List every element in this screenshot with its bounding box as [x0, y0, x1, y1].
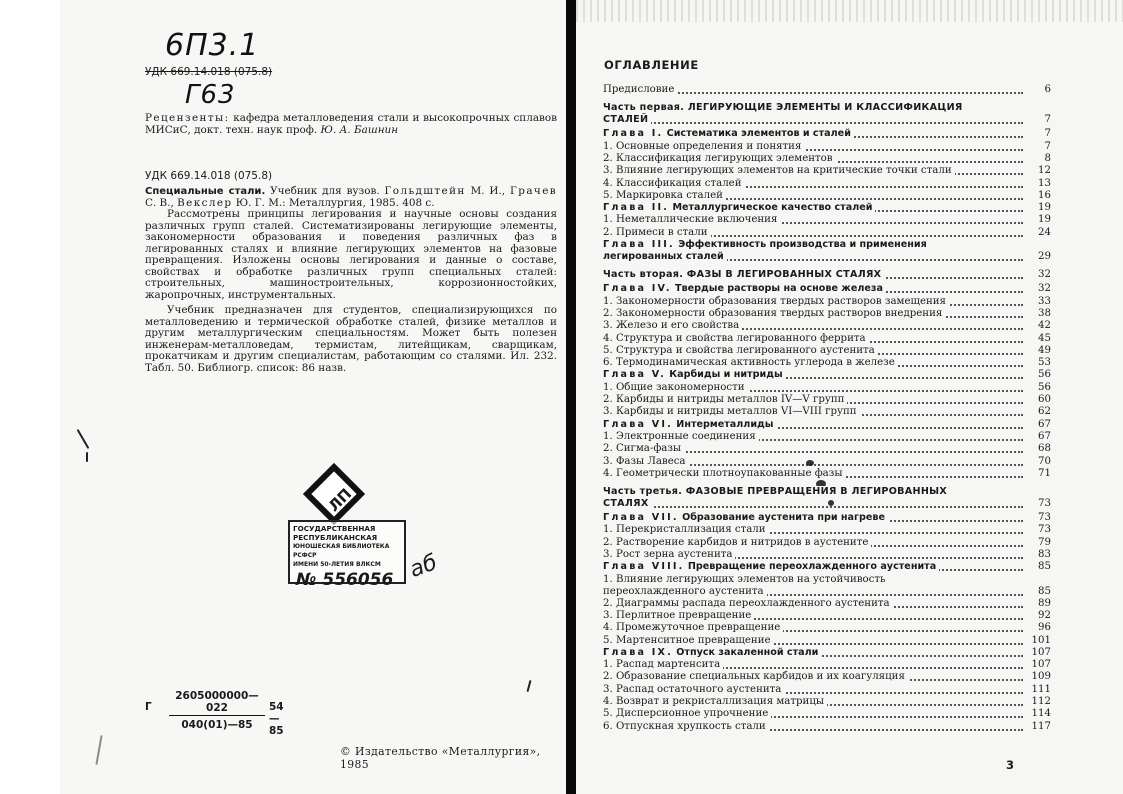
- toc-item: [603, 153, 1051, 165]
- toc-label-text: 2. Растворение карбидов и нитридов в аустените: [603, 536, 869, 548]
- toc-label: [603, 227, 711, 239]
- toc-label-text: 3. Влияние легирующих элементов на критические точки стали: [603, 165, 952, 177]
- toc-label: [603, 394, 847, 406]
- toc-item: [603, 227, 1051, 239]
- toc-chapter: [603, 419, 1051, 431]
- toc-label: [603, 456, 689, 468]
- toc-item: [603, 84, 1051, 96]
- toc-chapter: [603, 128, 1051, 140]
- ink-blot: [806, 460, 814, 466]
- toc-label-text: 3. Железо и его свойства: [603, 320, 740, 332]
- toc-item: [603, 671, 1051, 683]
- bibliographic-description: [145, 186, 557, 374]
- toc-page-number: 85: [1038, 561, 1051, 573]
- left-page: 6П3.1 УДК 669.14.018 (075.8) Г63 Рецензенты: кафедра металловедения стали и высокопрочных сплавов МИСиС, докт. техн. наук проф. Ю. А. Башнин УДК 669.14.018 (075.8) Специальные стали. Учебник для вузов. Гольдштейн М. И., Грачев С. В., Векслер Ю. Г. М.: Металлургия, 1985. 408 с. Рассмотрены принципы легирования и научные основы создания различных групп сталей. Систематизированы легирующие элементы, закономерности образования и поведения различных фаз в легированных сталях и влияние легирующих элементов на фазовые превращения. Изложены основы легирования и данные о составе, свойствах и обработке различных групп специальных сталей: строительных, машиностроительных, коррозионностойких, жаропрочных, инструментальных. Учебник предназначен для студентов, специализирующихся по металловедению и термической обработке сталей, физике металлов и другим металлургическим специальностям. Может быть полезен инженерам-металловедам, термистам, литейщикам, сварщикам, прокатчикам и другим специалистам, работающим со сталями. Ил. 232. Табл. 50. Библиогр. список: 86 назв. ЛП ГОСУДАРСТВЕННАЯ РЕСПУБЛИКАНСКАЯ ЮНОШЕСКАЯ БИБЛИОТЕКА РСФСР ИМЕНИ 50-ЛЕТИЯ ВЛКСМ № 556056 аб Г $\frac{2605000000—022}{040(01)—85}$ 54—85 © Издательство «Металлургия», 1985: [0, 0, 566, 794]
- toc-chapter-number: Глава I.: [603, 128, 664, 140]
- toc-page-number: 73: [1038, 524, 1051, 536]
- toc-label-text: Металлургическое качество сталей: [672, 202, 873, 214]
- toc-label-text: 3. Рост зерна аустенита: [603, 549, 733, 560]
- ink-speck: [526, 680, 531, 692]
- toc-label: [603, 671, 908, 683]
- toc-label: [603, 598, 893, 610]
- toc-page-number: 109: [1031, 671, 1051, 683]
- toc-item: [603, 382, 1051, 394]
- toc-item: [603, 165, 1051, 177]
- toc-page-number: 89: [1038, 597, 1051, 609]
- toc-page-number: 83: [1038, 549, 1051, 560]
- toc-label-text: 4. Структура и свойства легированного феррита: [603, 332, 866, 344]
- toc-label-text: 3. Карбиды и нитриды металлов VI—VIII групп: [603, 406, 857, 418]
- toc-page-number: 79: [1038, 536, 1051, 548]
- toc-label: [603, 357, 898, 369]
- toc-label-text: 5. Структура и свойства легированного аустенита: [603, 344, 875, 356]
- udk-struck: УДК 669.14.018 (075.8): [145, 66, 273, 78]
- toc-label: [603, 659, 723, 671]
- udk-code: УДК 669.14.018 (075.8): [145, 170, 273, 182]
- toc-label-text: 4. Возврат и рекристаллизация матрицы: [603, 696, 824, 707]
- toc-page-number: 67: [1038, 418, 1051, 430]
- toc-label-text: 2. Образование специальных карбидов и их коагуляция: [603, 671, 905, 683]
- abstract-paragraph-2: Учебник предназначен для студентов, специализирующихся по металловедению и термической обработке сталей, физике металлов и другим металлургическим специальностям. Может быть полезен инженерам-металловедам, термистам, литейщикам, сварщикам, прокатчикам и другим специалистам, работающим со сталями. Ил. 232. Табл. 50. Библиогр. список: 86 назв.: [145, 304, 557, 374]
- toc-label-text: 5. Мартенситное превращение: [603, 634, 771, 646]
- toc-label-text: 2. Сигма-фазы: [603, 443, 682, 455]
- toc-page-number: 92: [1038, 609, 1051, 621]
- toc-chapter-number: Глава IV.: [603, 283, 672, 295]
- toc-page-number: 114: [1031, 708, 1051, 720]
- toc-page-number: 42: [1038, 320, 1051, 332]
- handwritten-shelf-mark: Г63: [185, 80, 236, 110]
- toc-label-text: 2. Примеси в стали: [603, 226, 708, 238]
- toc-page-number: 19: [1038, 202, 1051, 214]
- toc-label-text: 1. Общие закономерности: [603, 381, 745, 393]
- toc-label-text: 2. Диаграммы распада переохлажденного аустенита: [603, 597, 890, 609]
- toc-label-text: 2. Классификация легирующих элементов: [603, 152, 833, 164]
- biblio-heading: Специальные стали. Учебник для вузов. Гольдштейн М. И., Грачев С. В., Векслер Ю. Г. М.: Металлургия, 1985. 408 с.: [145, 185, 557, 209]
- toc-label-text: 1. Распад мартенсита: [603, 659, 721, 671]
- scan-margin: [0, 0, 60, 794]
- toc-item: [603, 684, 1051, 696]
- toc-page-number: 16: [1038, 189, 1051, 201]
- toc-item: [603, 696, 1051, 708]
- toc-label: [603, 512, 888, 524]
- right-page: [576, 0, 1123, 794]
- toc-label: [603, 320, 742, 332]
- toc-label-text: 2. Карбиды и нитриды металлов IV—V групп: [603, 394, 845, 405]
- biblio-title: Специальные стали.: [145, 186, 266, 197]
- reviewers-label: Рецензенты:: [145, 112, 230, 124]
- toc-label: [603, 190, 726, 202]
- author-3: Векслер: [177, 196, 233, 209]
- toc-chapter: [603, 561, 1051, 573]
- toc-label: [603, 178, 745, 190]
- toc-label-text: 3. Распад остаточного аустенита: [603, 683, 782, 695]
- toc-item: [603, 357, 1051, 369]
- toc-page-number: 45: [1038, 332, 1051, 344]
- toc-label-text: Образование аустенита при нагреве: [682, 512, 885, 524]
- toc-part: [603, 486, 1051, 510]
- toc-label: [603, 486, 988, 510]
- toc-page-number: 12: [1038, 165, 1051, 177]
- toc-label-text: Часть третья. ФАЗОВЫЕ ПРЕВРАЩЕНИЯ В ЛЕГИРОВАННЫХ СТАЛЯХ: [603, 486, 948, 510]
- library-stamp: [282, 462, 472, 602]
- toc-item: [603, 141, 1051, 153]
- toc-page-number: 53: [1038, 357, 1051, 369]
- toc-label-text: 5. Дисперсионное упрочнение: [603, 708, 769, 720]
- copyright: © Издательство «Металлургия», 1985: [340, 745, 541, 771]
- toc-label: [603, 696, 827, 708]
- toc-item: [603, 468, 1051, 480]
- toc-label-text: Предисловие: [603, 84, 675, 95]
- toc-item: [603, 659, 1051, 671]
- toc-item: [603, 333, 1051, 345]
- toc-label: [603, 239, 988, 263]
- toc-page-number: 32: [1038, 269, 1051, 280]
- toc-label-text: 1. Основные определения и понятия: [603, 140, 802, 152]
- toc-label: [603, 684, 784, 696]
- toc-label-text: Часть первая. ЛЕГИРУЮЩИЕ ЭЛЕМЕНТЫ И КЛАССИФИКАЦИЯ СТАЛЕЙ: [603, 102, 963, 126]
- toc-label: [603, 153, 836, 165]
- toc-chapter: [603, 202, 1051, 214]
- toc-label: [603, 296, 949, 308]
- toc-label: [603, 128, 854, 140]
- toc-label-text: Интерметаллиды: [676, 418, 774, 430]
- toc-page-number: 6: [1044, 84, 1051, 95]
- toc-item: [603, 320, 1051, 332]
- toc-page-number: 56: [1038, 369, 1051, 381]
- toc-item: [603, 214, 1051, 226]
- toc-page-number: 7: [1044, 140, 1051, 152]
- stamp-handwritten-note: аб: [406, 550, 441, 583]
- toc-page-number: 29: [1038, 251, 1051, 262]
- toc-label: [603, 214, 780, 226]
- toc-page-number: 8: [1044, 152, 1051, 164]
- toc-label: [603, 84, 677, 96]
- toc-chapter-number: Глава VII.: [603, 512, 679, 524]
- toc-chapter-number: Глава II.: [603, 202, 670, 214]
- toc-label: [603, 382, 748, 394]
- toc-label-text: 4. Геометрически плотноупакованные фазы: [603, 467, 843, 479]
- toc-label: [603, 537, 871, 549]
- toc-chapter: [603, 647, 1051, 659]
- toc-item: [603, 345, 1051, 357]
- toc-label-text: 4. Классификация сталей: [603, 177, 742, 189]
- toc-label-text: 1. Неметаллические включения: [603, 214, 778, 226]
- toc-label: [603, 165, 955, 177]
- toc-page-number: 68: [1038, 443, 1051, 455]
- toc-label: [603, 202, 875, 214]
- toc-item: [603, 610, 1051, 622]
- toc-label: [603, 283, 886, 295]
- toc-label-text: 1. Влияние легирующих элементов на устойчивость переохлажденного аустенита: [603, 573, 886, 597]
- toc-chapter: [603, 512, 1051, 524]
- toc-label: [603, 431, 759, 443]
- toc-label: [603, 333, 869, 345]
- toc-label: [603, 468, 845, 480]
- toc-label-text: 3. Фазы Лавеса: [603, 455, 686, 467]
- toc-item: [603, 406, 1051, 418]
- toc-item: [603, 549, 1051, 561]
- toc-page-number: 73: [1038, 512, 1051, 524]
- toc-item: [603, 721, 1051, 733]
- toc-page-number: 60: [1038, 394, 1051, 405]
- toc-page-number: 71: [1038, 467, 1051, 479]
- toc-item: [603, 574, 1051, 598]
- toc-item: [603, 622, 1051, 634]
- author-1: Гольдштейн: [384, 185, 466, 197]
- toc-label: [603, 708, 771, 720]
- toc-item: [603, 178, 1051, 190]
- page-number: 3: [1006, 758, 1015, 772]
- toc-page-number: 73: [1038, 498, 1051, 510]
- handwritten-class-code: 6П3.1: [165, 28, 260, 63]
- toc-page-number: 49: [1038, 344, 1051, 356]
- toc-page-number: 32: [1038, 283, 1051, 295]
- stamp-number: № 556056: [296, 570, 394, 590]
- toc-label-text: Эффективность производства и применения легированных сталей: [603, 239, 927, 262]
- toc-label: [603, 647, 821, 659]
- toc-page-number: 38: [1038, 307, 1051, 319]
- toc-page-number: 111: [1031, 683, 1051, 695]
- toc-page-number: 7: [1044, 114, 1051, 126]
- toc-label: [603, 574, 988, 598]
- toc-chapter-number: Глава III.: [603, 239, 675, 250]
- toc-part: [603, 102, 1051, 126]
- toc-label: [603, 102, 988, 126]
- toc-page-number: 13: [1038, 177, 1051, 189]
- reviewers-text: кафедра металловедения стали и высокопрочных сплавов МИСиС, докт. техн. наук проф.: [145, 112, 557, 136]
- toc-label-text: Карбиды и нитриды: [669, 369, 783, 381]
- toc-label: [603, 308, 945, 320]
- toc-chapter: [603, 369, 1051, 381]
- reviewers-person: Ю. А. Башнин: [320, 123, 399, 136]
- toc-label: [603, 561, 939, 573]
- toc-item: [603, 431, 1051, 443]
- toc-label-text: 1. Закономерности образования твердых растворов замещения: [603, 295, 946, 307]
- toc-page-number: 101: [1031, 634, 1051, 646]
- toc-label-text: 2. Закономерности образования твердых растворов внедрения: [603, 307, 943, 319]
- toc-label-text: 5. Маркировка сталей: [603, 189, 723, 201]
- toc-label: [603, 622, 783, 634]
- toc-label-text: 1. Перекристаллизация стали: [603, 524, 766, 536]
- toc-chapter-number: Глава VIII.: [603, 561, 685, 573]
- toc-item: [603, 524, 1051, 536]
- toc-chapter-number: Глава IX.: [603, 646, 673, 658]
- toc-page-number: 24: [1038, 226, 1051, 238]
- toc-label: [603, 269, 884, 281]
- toc-chapter-number: Глава VI.: [603, 418, 673, 430]
- toc-item: [603, 537, 1051, 549]
- toc-page-number: 62: [1038, 406, 1051, 418]
- toc-page-number: 112: [1031, 696, 1051, 707]
- toc-item: [603, 394, 1051, 406]
- toc-label: [603, 721, 769, 733]
- toc-label-text: Часть вторая. ФАЗЫ В ЛЕГИРОВАННЫХ СТАЛЯХ: [603, 269, 882, 280]
- toc-label: [603, 524, 769, 536]
- toc-label-text: 6. Термодинамическая активность углерода в железе: [603, 357, 895, 369]
- ink-blot: [828, 500, 834, 506]
- toc-page-number: 19: [1038, 214, 1051, 226]
- toc-page-number: 70: [1038, 455, 1051, 467]
- toc-label: [603, 369, 786, 381]
- toc-item: [603, 635, 1051, 647]
- toc-chapter-number: Глава V.: [603, 369, 666, 381]
- toc-item: [603, 190, 1051, 202]
- toc-chapter: [603, 239, 1051, 263]
- toc-label-text: 6. Отпускная хрупкость стали: [603, 720, 766, 732]
- toc-page-number: 85: [1038, 585, 1051, 597]
- toc-page-number: 107: [1031, 646, 1051, 658]
- toc-item: [603, 598, 1051, 610]
- toc-title: ОГЛАВЛЕНИЕ: [604, 58, 699, 72]
- toc-label-text: Отпуск закаленной стали: [676, 646, 819, 658]
- toc-page-number: 107: [1031, 659, 1051, 671]
- stamp-emblem-text: ЛП: [324, 484, 356, 516]
- toc-page-number: 117: [1031, 720, 1051, 732]
- toc-label-text: 1. Электронные соединения: [603, 430, 756, 442]
- toc-label: [603, 345, 878, 357]
- scan-noise: [576, 0, 1123, 22]
- toc-page-number: 56: [1038, 381, 1051, 393]
- toc-label-text: Твердые растворы на основе железа: [675, 283, 883, 295]
- toc-item: [603, 708, 1051, 720]
- toc-page-number: 96: [1038, 622, 1051, 634]
- toc-label-text: 4. Промежуточное превращение: [603, 622, 781, 634]
- ink-speck: [77, 429, 90, 449]
- ink-speck: [95, 735, 102, 765]
- toc-item: [603, 296, 1051, 308]
- stamp-box: ГОСУДАРСТВЕННАЯ РЕСПУБЛИКАНСКАЯ ЮНОШЕСКАЯ БИБЛИОТЕКА РСФСР ИМЕНИ 50-ЛЕТИЯ ВЛКСМ: [288, 520, 406, 584]
- toc-page-number: 67: [1038, 430, 1051, 442]
- toc-label: [603, 419, 776, 431]
- book-gutter: [566, 0, 576, 794]
- ink-speck: [86, 452, 88, 462]
- toc-label-text: Превращение переохлажденного аустенита: [687, 561, 937, 573]
- toc-page-number: 33: [1038, 295, 1051, 307]
- toc-label: [603, 635, 774, 647]
- toc-part: [603, 269, 1051, 281]
- toc-label: [603, 610, 754, 622]
- toc-label: [603, 141, 804, 153]
- toc-item: [603, 308, 1051, 320]
- author-2: Грачев: [510, 185, 557, 197]
- reviewers-block: [145, 113, 557, 136]
- toc-label: [603, 549, 735, 561]
- toc-label-text: Систематика элементов и сталей: [666, 128, 851, 140]
- toc-item: [603, 443, 1051, 455]
- toc-label: [603, 443, 684, 455]
- toc-label-text: 3. Перлитное превращение: [603, 609, 752, 621]
- abstract-paragraph-1: Рассмотрены принципы легирования и научные основы создания различных групп сталей. Систематизированы легирующие элементы, закономерности образования и поведения различных фаз в легированных сталях и влияние легирующих элементов на фазовые превращения. Изложены основы легирования и данные о составе, свойствах и обработке различных групп специальных сталей: строительных, машиностроительных, коррозионностойких, жаропрочных, инструментальных.: [145, 208, 557, 301]
- toc-label: [603, 406, 860, 418]
- toc-item: [603, 456, 1051, 468]
- toc-chapter: [603, 283, 1051, 295]
- toc-page-number: 7: [1044, 128, 1051, 140]
